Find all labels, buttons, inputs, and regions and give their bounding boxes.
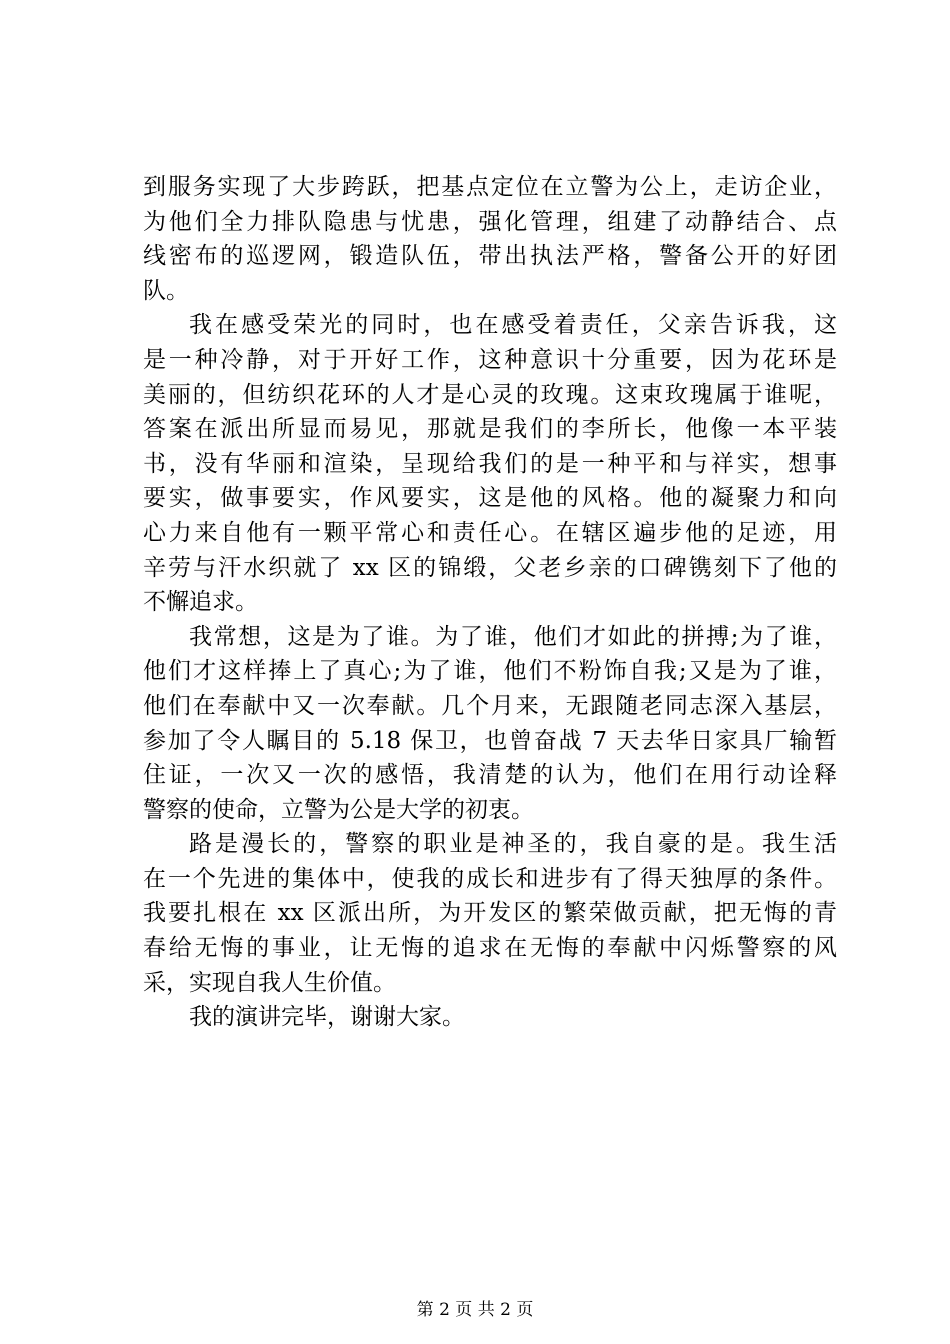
text-line: 是一种冷静，对于开好工作，这种意识十分重要，因为花环是 <box>143 346 837 373</box>
text-line: 警察的使命，立警为公是大学的初衷。 <box>143 796 534 823</box>
text-line: 我常想，这是为了谁。为了谁，他们才如此的拼搏;为了谁， <box>189 623 837 650</box>
text-line: 答案在派出所显而易见，那就是我们的李所长，他像一本平装 <box>143 416 837 443</box>
document-body <box>143 170 837 1035</box>
text-line: 我在感受荣光的同时，也在感受着责任，父亲告诉我，这 <box>189 312 837 339</box>
text-line: 采，实现自我人生价值。 <box>143 969 396 996</box>
text-line: 心力来自他有一颗平常心和责任心。在辖区遍步他的足迹，用 <box>143 519 837 546</box>
text-line: 美丽的，但纺织花环的人才是心灵的玫瑰。这束玫瑰属于谁呢， <box>143 381 837 408</box>
text-line: 我的演讲完毕，谢谢大家。 <box>189 1004 465 1031</box>
text-line: 书，没有华丽和渲染，呈现给我们的是一种平和与祥实，想事 <box>143 450 837 477</box>
text-line: 要实，做事要实，作风要实，这是他的风格。他的凝聚力和向 <box>143 485 837 512</box>
text-line: 不懈追求。 <box>143 589 258 616</box>
text-line: 在一个先进的集体中，使我的成长和进步有了得天独厚的条件。 <box>143 865 837 892</box>
text-line: 路是漫长的，警察的职业是神圣的，我自豪的是。我生活 <box>189 831 837 858</box>
text-line: 队。 <box>143 277 189 304</box>
text-line: 辛劳与汗水织就了 xx 区的锦缎，父老乡亲的口碑镌刻下了他的 <box>143 554 837 581</box>
text-line: 参加了令人瞩目的 5.18 保卫，也曾奋战 7 天去华日家具厂输暂 <box>143 727 837 754</box>
text-line: 到服务实现了大步跨跃，把基点定位在立警为公上，走访企业， <box>143 174 837 200</box>
text-line: 为他们全力排队隐患与忧患，强化管理，组建了动静结合、点 <box>143 208 837 235</box>
text-line: 春给无悔的事业，让无悔的追求在无悔的奉献中闪烁警察的风 <box>143 935 837 962</box>
text-line: 他们才这样捧上了真心;为了谁，他们不粉饰自我;又是为了谁， <box>143 658 837 685</box>
text-line: 线密布的巡逻网，锻造队伍，带出执法严格，警备公开的好团 <box>143 243 837 270</box>
text-line: 住证，一次又一次的感悟，我清楚的认为，他们在用行动诠释 <box>143 762 837 789</box>
page-footer: 第 2 页 共 2 页 <box>416 1300 534 1320</box>
text-line: 我要扎根在 xx 区派出所，为开发区的繁荣做贡献，把无悔的青 <box>143 900 837 927</box>
text-line: 他们在奉献中又一次奉献。几个月来，无跟随老同志深入基层， <box>143 692 837 719</box>
